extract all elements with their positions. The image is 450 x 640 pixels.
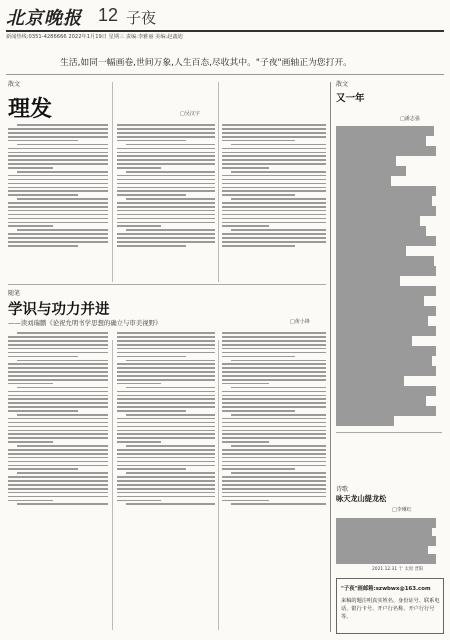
article-tag: 散文 — [8, 81, 21, 88]
article-body — [8, 330, 108, 507]
article-tag: 随笔 — [8, 290, 21, 297]
article-body — [222, 122, 326, 249]
article-body — [117, 122, 215, 249]
article-author: □潘志强 — [400, 116, 420, 122]
column-separator — [112, 82, 113, 282]
article-title: 咏天龙山缇龙松 — [336, 494, 387, 503]
column-separator — [330, 82, 331, 632]
slogan-rule — [6, 74, 444, 75]
article-body — [336, 126, 442, 426]
contact-box — [336, 578, 444, 634]
article-divider — [336, 432, 442, 433]
section-slogan: 生活,如同一幅画卷,世间万象,人生百态,尽收其中。"子夜"画轴正为您打开。 — [60, 58, 352, 68]
article-body — [222, 330, 326, 507]
article-tag: 诗歌 — [336, 486, 349, 493]
section-name: 子夜 — [126, 9, 157, 27]
article-body — [8, 122, 108, 249]
column-separator — [112, 340, 113, 630]
masthead-divider — [6, 30, 444, 32]
article-author: □吴汉宇 — [180, 111, 200, 117]
newspaper-logo: 北京晚报 — [6, 8, 82, 29]
article-author: □李琳红 — [392, 507, 412, 513]
poem-footer: 2021.12.31 于 太原 晋阳 — [372, 567, 424, 572]
article-divider — [8, 284, 326, 285]
article-tag: 散文 — [336, 81, 349, 88]
article-author: □黄小锋 — [290, 319, 310, 325]
page-number: 12 — [98, 5, 119, 25]
contact-notice: 来稿的题注明真实姓名、身份证号、联系电话、银行卡号、开户行名称、开户行行号等。 — [341, 598, 440, 620]
poem-body — [336, 518, 442, 563]
masthead-info: 新闻热线:0351-4286666 2022年1月19日 星期三 责编:李雅丽 美编:赵鑫迪 — [6, 34, 183, 40]
article-title: 学识与功力并进 — [8, 302, 110, 318]
contact-email: "子夜"画邮箱:szwbwx@163.com — [341, 586, 431, 592]
article-title: 理发 — [8, 97, 53, 122]
article-title: 又一年 — [336, 93, 365, 104]
column-separator — [218, 340, 219, 630]
article-body — [117, 330, 215, 507]
article-subtitle: ——读刘瑞鹏《论祝允明书学思想的确立与审美视野》 — [8, 319, 162, 327]
column-separator — [218, 82, 219, 282]
